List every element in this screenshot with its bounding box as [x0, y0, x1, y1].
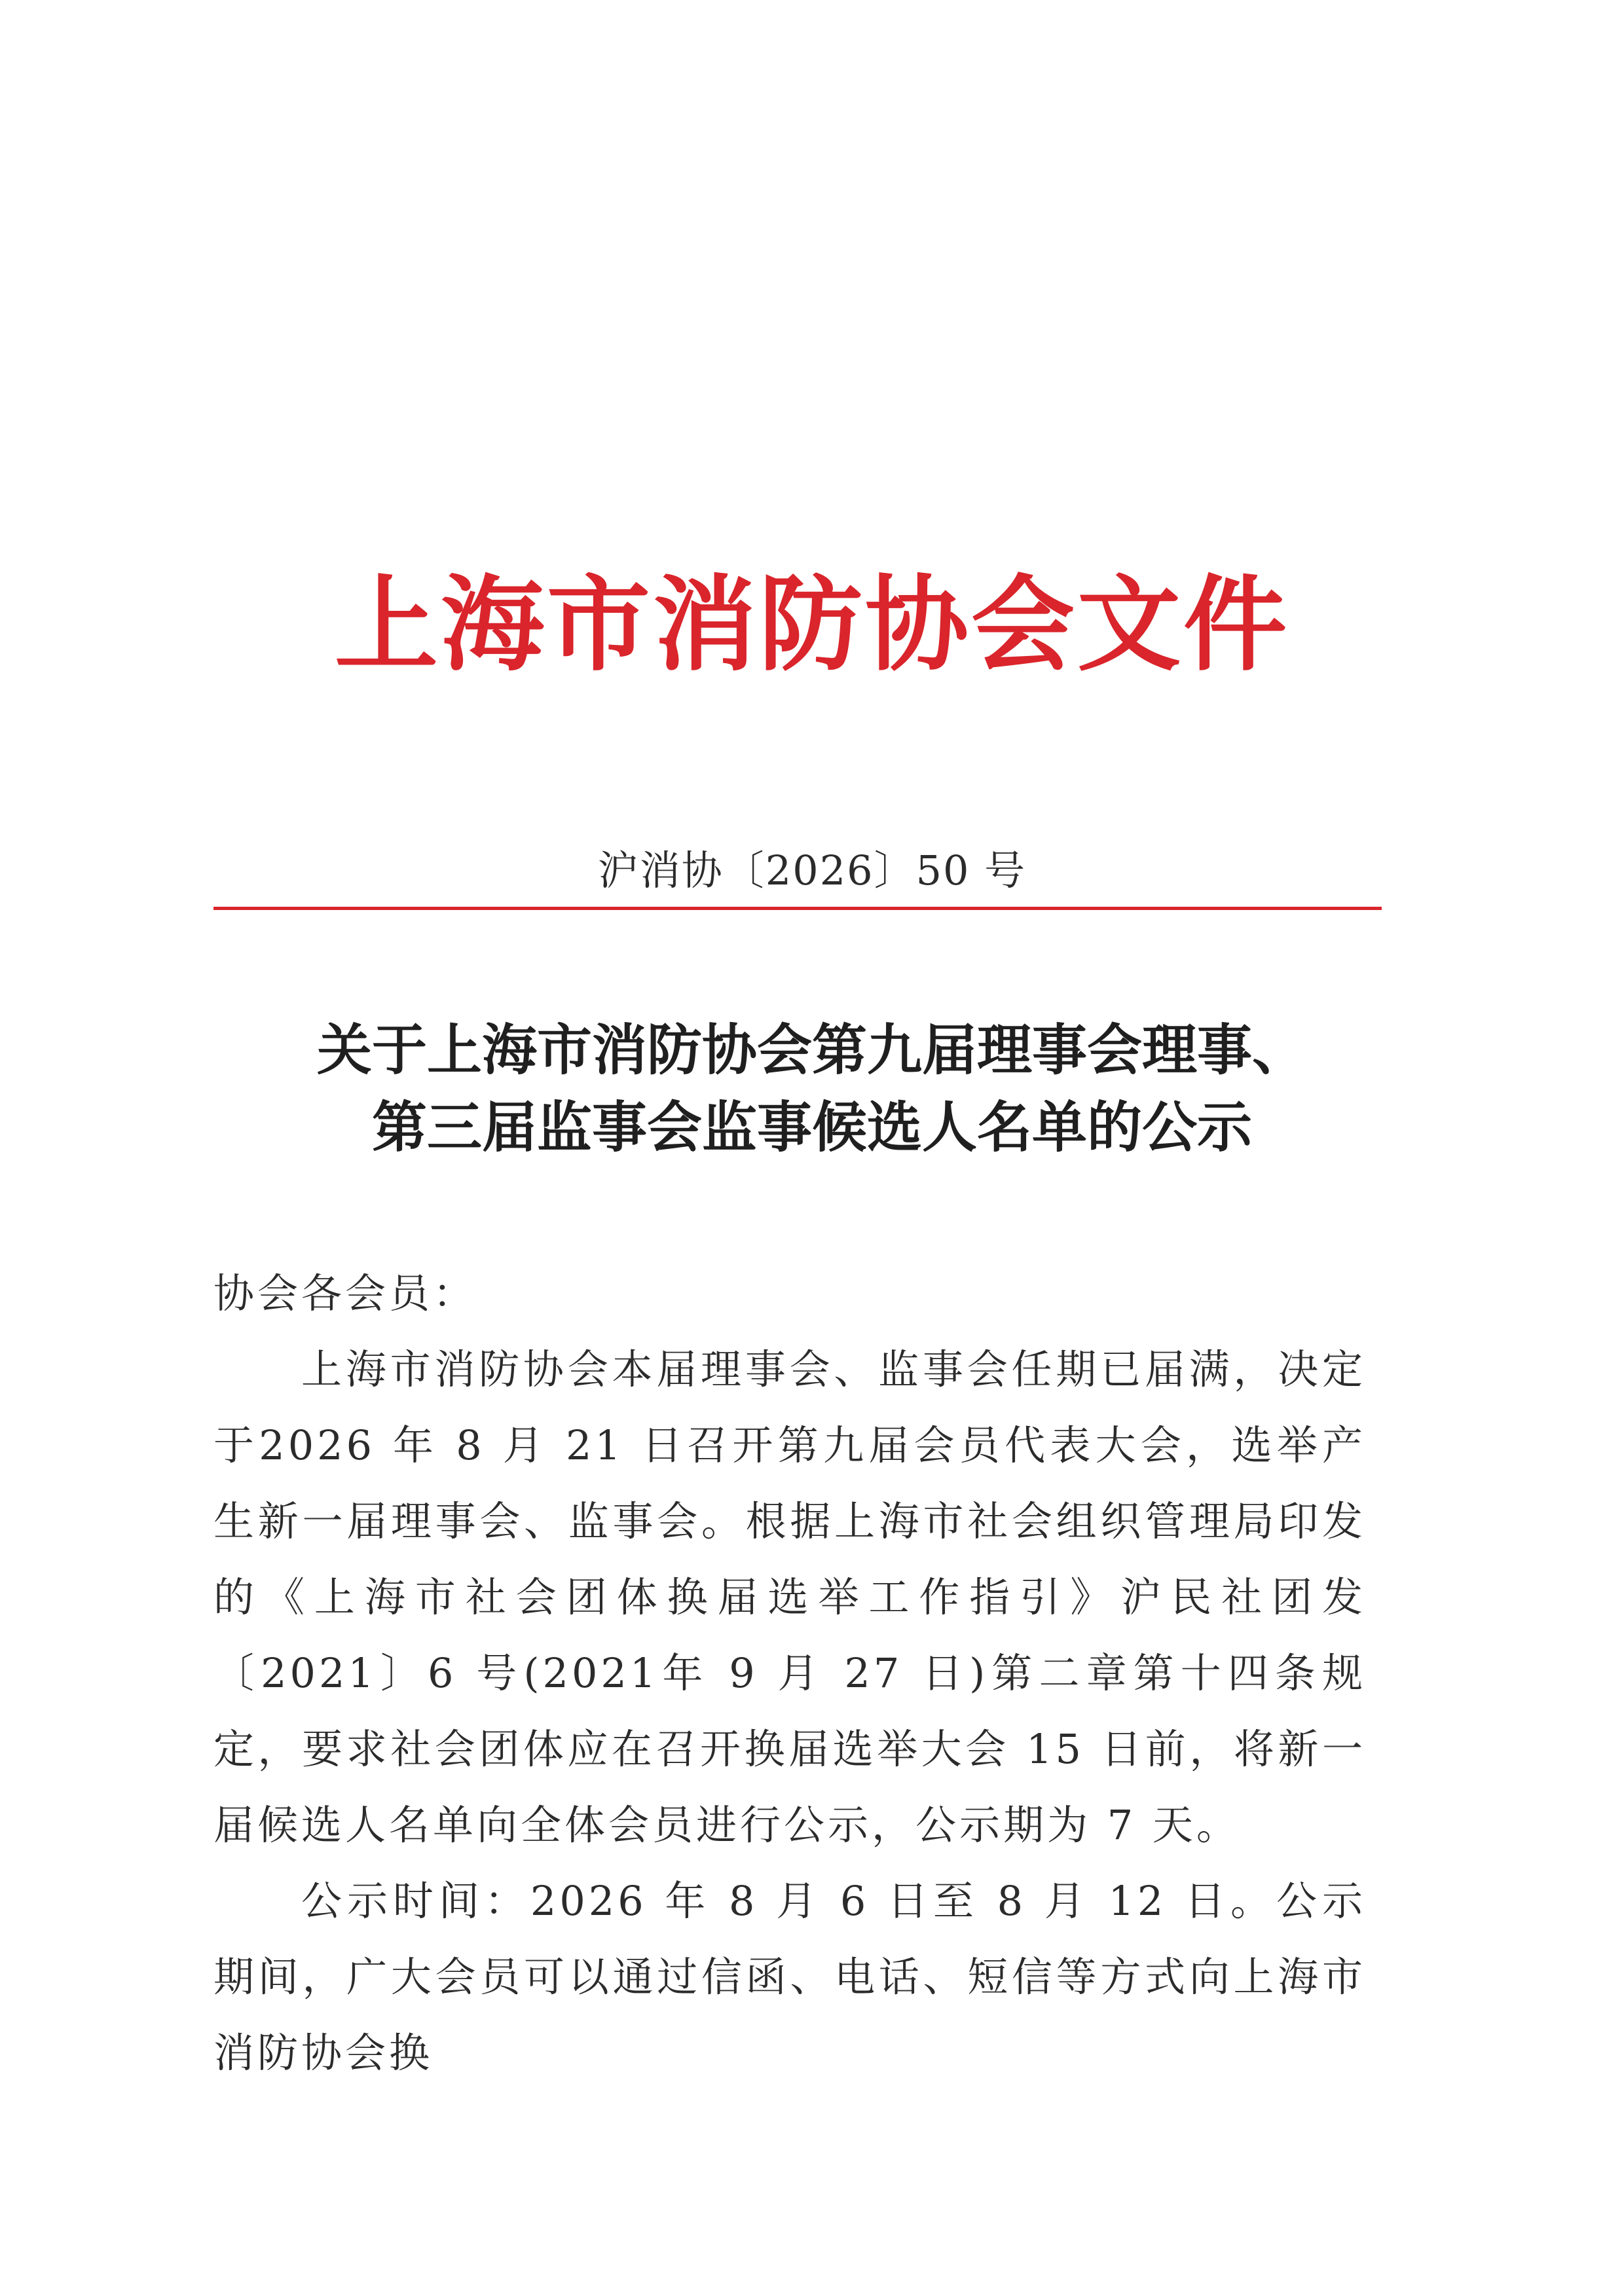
notice-title: [0, 1011, 1624, 1166]
salutation: 协会各会员：: [213, 1269, 477, 1317]
document-header-title: 上海市消防协会文件: [335, 564, 1289, 685]
body-paragraph-1: 上海市消防协会本届理事会、监事会任期已届满，决定于2026 年 8 月 21 日召开第九届会员代表大会，选举产生新一届理事会、监事会。根据上海市社会组织管理局印发的《上海市社会团体换届选举工作指引》沪民社团发〔2021〕6 号(2021年 9 月 27 日)第二章第十四条规定，要求社会团体应在召开换届选举大会 15 日前，将新一届候选人名单向全体会员进行公示，公示期为 7 天。: [213, 1345, 1366, 1849]
notice-title-line-1: 关于上海市消防协会第九届理事会理事、: [316, 1017, 1307, 1082]
body-paragraph-2: 公示时间：2026 年 8 月 6 日至 8 月 12 日。公示期间，广大会员可以通过信函、电话、短信等方式向上海市消防协会换: [213, 1877, 1366, 2077]
document-number: 沪消协〔2026〕50 号: [597, 847, 1027, 894]
red-divider-line: [213, 907, 1382, 910]
notice-body: [213, 1256, 1366, 2091]
notice-title-line-2: 第三届监事会监事候选人名单的公示: [371, 1095, 1252, 1159]
